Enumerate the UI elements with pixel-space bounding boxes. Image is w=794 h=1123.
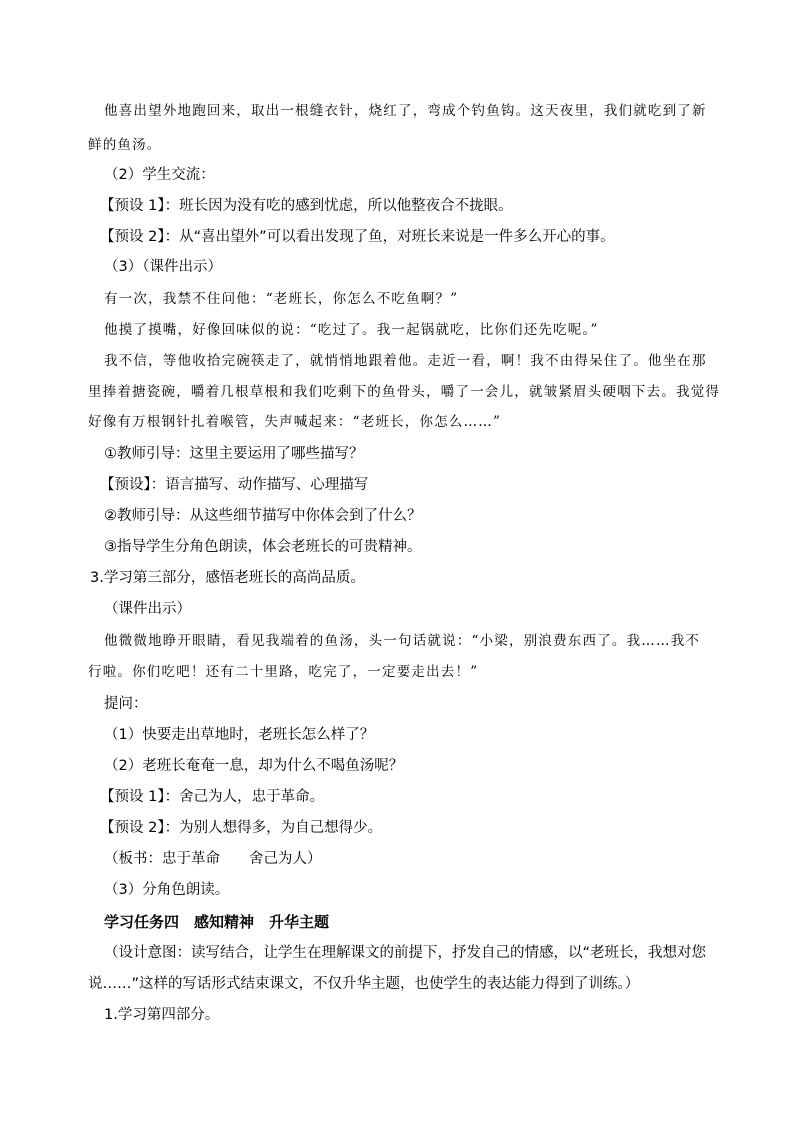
text-line: 【预设 2】：从“喜出望外”可以看出发现了鱼，对班长来说是一件多么开心的事。: [100, 229, 615, 245]
text-line: 说……”这样的写话形式结束课文，不仅升华主题，也使学生的表达能力得到了训练。）: [88, 976, 640, 992]
text-line: 【预设 2】：为别人想得多，为自己想得少。: [100, 820, 383, 836]
text-line: （课件出示）: [104, 601, 191, 617]
text-line: ③指导学生分角色朗读，体会老班长的可贵精神。: [104, 539, 422, 555]
text-line: ②教师引导：从这些细节描写中你体会到了什么？: [104, 508, 422, 524]
text-line: 1.学习第四部分。: [104, 1007, 220, 1023]
text-line: 提问：: [104, 696, 148, 712]
text-line: 他微微地睁开眼睛，看见我端着的鱼汤，头一句话就说：“小梁，别浪费东西了。我……我不: [104, 633, 701, 649]
text-line: （2）老班长奄奄一息，却为什么不喝鱼汤呢？: [104, 758, 404, 774]
section-heading: 学习任务四 感知精神 升华主题: [104, 913, 330, 931]
text-line: 【预设】：语言描写、动作描写、心理描写: [100, 477, 369, 493]
text-line: 【预设 1】：舍己为人，忠于革命。: [100, 789, 325, 805]
text-line: 3.学习第三部分，感悟老班长的高尚品质。: [90, 570, 365, 586]
text-line: 好像有万根钢针扎着喉管，失声喊起来：“老班长，你怎么……”: [88, 414, 502, 430]
text-line: 鲜的鱼汤。: [88, 137, 162, 153]
text-line: 他喜出望外地跑回来，取出一根缝衣针，烧红了，弯成个钓鱼钩。这天夜里，我们就吃到了新: [104, 103, 707, 119]
text-line: 行啦。你们吃吧！还有二十里路，吃完了，一定要走出去！”: [88, 664, 479, 680]
text-line: （3）（课件出示）: [104, 259, 222, 275]
text-line: 里捧着搪瓷碗，嚼着几根草根和我们吃剩下的鱼骨头，嚼了一会儿，就皱紧眉头硬咽下去。我觉得: [88, 384, 721, 400]
text-line: 有一次，我禁不住问他：“老班长，你怎么不吃鱼啊？”: [104, 291, 459, 307]
text-line: 他摸了摸嘴，好像回味似的说：“吃过了。我一起锅就吃，比你们还先吃呢。”: [104, 322, 599, 338]
text-line: （3）分角色朗读。: [104, 882, 230, 898]
text-line: 【预设 1】：班长因为没有吃的感到忧虑，所以他整夜合不拢眼。: [100, 198, 513, 214]
text-line: ①教师引导：这里主要运用了哪些描写？: [104, 446, 364, 462]
text-line: （板书：忠于革命 舍己为人）: [104, 851, 322, 867]
text-line: （2）学生交流：: [104, 167, 215, 183]
text-line: （1）快要走出草地时，老班长怎么样了？: [104, 727, 375, 743]
text-line: （设计意图：读写结合，让学生在理解课文的前提下，抒发自己的情感，以“老班长，我想对您: [104, 945, 707, 961]
text-line: 我不信，等他收拾完碗筷走了，就悄悄地跟着他。走近一看，啊！我不由得呆住了。他坐在那: [104, 353, 707, 369]
